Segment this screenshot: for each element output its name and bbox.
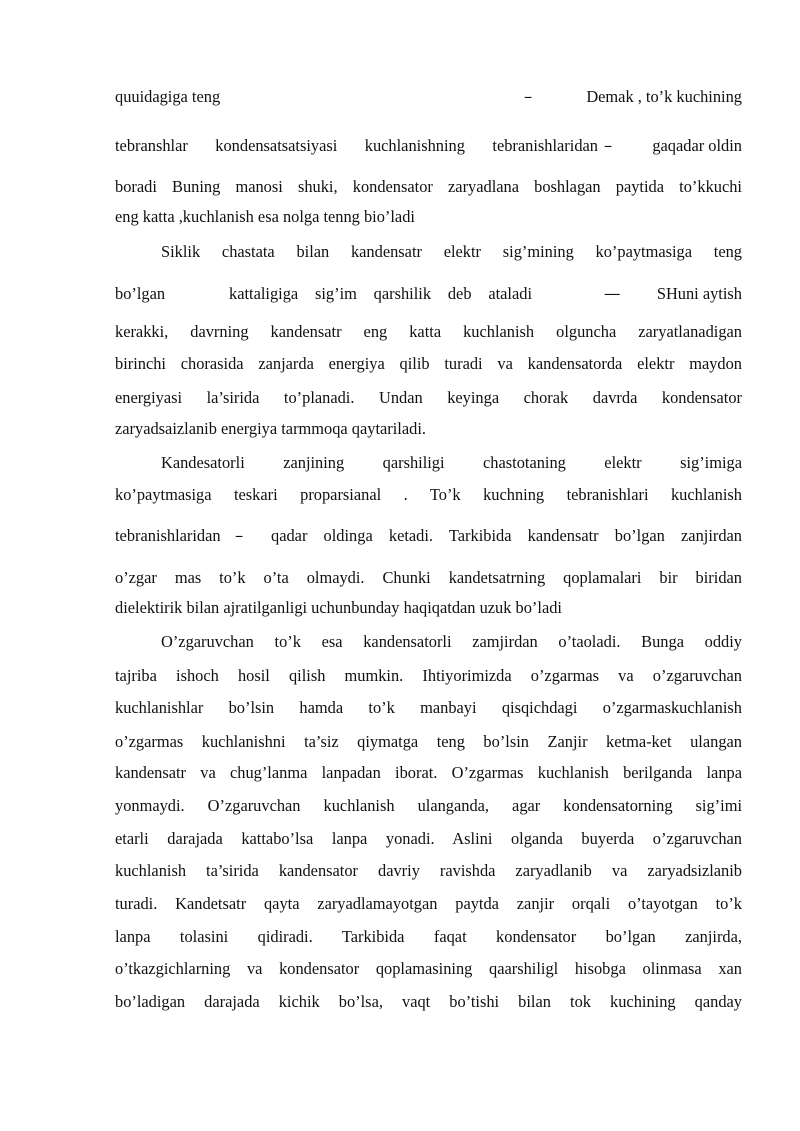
text-line: Siklik chastata bilan kandensatr elektr sig’mining ko’paytmasiga teng	[161, 242, 742, 261]
dash-symbol: –	[235, 526, 244, 545]
text-line: etarli darajada kattabo’lsa lanpa yonadi. Aslini olganda buyerda o’zgaruvchan	[115, 829, 742, 848]
text-line: kuchlanishlar bo’lsin hamda to’k manbayi qisqichdagi o’zgarmaskuchlanish	[115, 698, 742, 717]
dash-symbol: –	[604, 136, 613, 155]
text-line: tebranshlar kondensatsatsiyasi kuchlanishning tebranishlaridan	[115, 136, 598, 155]
text-line: bo’ladigan darajada kichik bo’lsa, vaqt bo’tishi bilan tok kuchining qanday	[115, 992, 742, 1011]
text-line: yonmaydi. O’zgaruvchan kuchlanish ulanganda, agar kondensatorning sig’imi	[115, 796, 742, 815]
text-line: qadar oldinga ketadi. Tarkibida kandensatr bo’lgan zanjirdan	[271, 526, 742, 545]
text-line: tajriba ishoch hosil qilish mumkin. Ihtiyorimizda o’zgarmas va o’zgaruvchan	[115, 666, 742, 685]
text-line: turadi. Kandetsatr qayta zaryadlamayotgan paytda zanjir orqali o’tayotgan to’k	[115, 894, 742, 913]
text-line: kandensatr va chug’lanma lanpadan iborat. O’zgarmas kuchlanish berilganda lanpa	[115, 763, 742, 782]
text-line: gaqadar oldin	[652, 136, 742, 155]
text-line: energiyasi la’sirida to’planadi. Undan keyinga chorak davrda kondensator	[115, 388, 742, 407]
text-line: O’zgaruvchan to’k esa kandensatorli zamjirdan o’taoladi. Bunga oddiy	[161, 632, 742, 651]
text-line: tebranishlaridan	[115, 526, 221, 545]
text-line: o’zgar mas to’k o’ta olmaydi. Chunki kandetsatrning qoplamalari bir biridan	[115, 568, 742, 587]
text-line: birinchi chorasida zanjarda energiya qilib turadi va kandensatorda elektr maydon	[115, 354, 742, 373]
text-line: o’zgarmas kuchlanishni ta’siz qiymatga teng bo’lsin Zanjir ketma-ket ulangan	[115, 732, 742, 751]
dash-symbol: —	[604, 284, 621, 303]
text-line: ko’paytmasiga teskari proparsianal . To’k kuchning tebranishlari kuchlanish	[115, 485, 742, 504]
text-line: bo’lgan	[115, 284, 166, 303]
text-line: kerakki, davrning kandensatr eng katta kuchlanish olguncha zaryatlanadigan	[115, 322, 742, 341]
text-line: eng katta ,kuchlanish esa nolga tenng bio’ladi	[115, 207, 415, 226]
text-line: dielektirik bilan ajratilganligi uchunbunday haqiqatdan uzuk bo’ladi	[115, 598, 562, 617]
text-line: lanpa tolasini qidiradi. Tarkibida faqat kondensator bo’lgan zanjirda,	[115, 927, 742, 946]
text-line: SHuni aytish	[656, 284, 742, 303]
text-line: quuidagiga teng	[115, 87, 221, 106]
text-line: o’tkazgichlarning va kondensator qoplamasining qaarshiligl hisobga olinmasa xan	[115, 959, 742, 978]
dash-symbol: –	[524, 87, 533, 106]
text-line: kuchlanish ta’sirida kandensator davriy ravishda zaryadlanib va zaryadsizlanib	[115, 861, 742, 880]
text-line: kattaligiga sig’im qarshilik deb ataladi	[229, 284, 532, 303]
text-line: zaryadsaizlanib energiya tarmmoqa qaytariladi.	[115, 419, 426, 438]
text-line: Demak , to’k kuchining	[586, 87, 742, 106]
text-line: Kandesatorli zanjining qarshiligi chastotaning elektr sig’imiga	[161, 453, 742, 472]
text-line: boradi Buning manosi shuki, kondensator zaryadlana boshlagan paytida to’kkuchi	[115, 177, 742, 196]
